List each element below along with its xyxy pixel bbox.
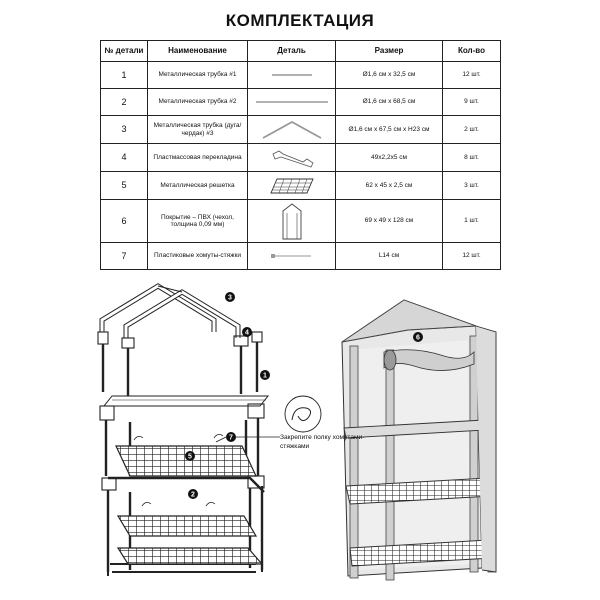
row-num: 1 [101, 62, 148, 89]
table-header-row [101, 41, 501, 62]
callout-2 [188, 489, 198, 499]
row-num: 3 [101, 116, 148, 144]
row-qty: 1 шт. [443, 200, 501, 243]
header-name: Наименование [148, 41, 248, 62]
row-name: Металлическая трубка #2 [148, 89, 248, 116]
tube-1-image [262, 71, 322, 79]
header-size: Размер [336, 41, 443, 62]
row-part [248, 172, 336, 200]
cable-tie-image [267, 252, 317, 260]
crossbar-image [267, 146, 317, 170]
row-name: Пластмассовая перекладина [148, 144, 248, 172]
svg-text:6: 6 [416, 334, 420, 342]
row-part [248, 62, 336, 89]
svg-text:1: 1 [263, 372, 267, 380]
row-size: Ø1,6 см x 68,5 см [336, 89, 443, 116]
table-row [101, 200, 501, 243]
arch-tube-image [257, 118, 327, 142]
row-num: 4 [101, 144, 148, 172]
svg-text:5: 5 [188, 453, 192, 461]
cable-tie-detail [285, 396, 321, 432]
row-part [248, 243, 336, 270]
row-num: 2 [101, 89, 148, 116]
row-num: 7 [101, 243, 148, 270]
table-row [101, 144, 501, 172]
header-qty: Кол-во [443, 41, 501, 62]
callout-3 [225, 292, 235, 302]
row-qty: 2 шт. [443, 116, 501, 144]
row-size: Ø1,6 см x 67,5 см x H23 см [336, 116, 443, 144]
table-row [101, 172, 501, 200]
callout-7 [226, 432, 236, 442]
callout-4 [242, 327, 252, 337]
row-name: Металлическая трубка #1 [148, 62, 248, 89]
svg-text:7: 7 [229, 434, 233, 442]
header-part: Деталь [248, 41, 336, 62]
callout-5 [185, 451, 195, 461]
table-row [101, 62, 501, 89]
parts-table [100, 40, 501, 270]
row-name: Металлическая трубка (дуга/чердак) #3 [148, 116, 248, 144]
row-size: 69 x 49 x 128 см [336, 200, 443, 243]
row-name: Покрытие – ПВХ (чехол, толщина 0,09 мм) [148, 200, 248, 243]
svg-text:2: 2 [191, 491, 195, 499]
page-title: КОМПЛЕКТАЦИЯ [225, 11, 375, 30]
table-row [101, 116, 501, 144]
tube-2-image [252, 98, 332, 106]
cable-tie-note: Закрепите полку хомутами-стяжками [280, 434, 365, 450]
row-part [248, 116, 336, 144]
row-part [248, 89, 336, 116]
row-size: 49x2,2x5 см [336, 144, 443, 172]
table-row [101, 243, 501, 270]
frame-exploded-view [98, 286, 268, 576]
row-qty: 12 шт. [443, 243, 501, 270]
pvc-cover-image [277, 201, 307, 241]
mesh-shelf-image [267, 175, 317, 197]
row-qty: 8 шт. [443, 144, 501, 172]
row-num: 5 [101, 172, 148, 200]
row-size: Ø1,6 см x 32,5 см [336, 62, 443, 89]
svg-text:4: 4 [245, 329, 249, 337]
header-num: № детали [101, 41, 148, 62]
row-name: Металлическая решетка [148, 172, 248, 200]
row-name: Пластиковые хомуты-стяжки [148, 243, 248, 270]
callout-1 [260, 370, 270, 380]
row-size: L14 см [336, 243, 443, 270]
row-part [248, 144, 336, 172]
svg-text:3: 3 [228, 294, 232, 302]
callout-6 [413, 332, 423, 342]
row-qty: 9 шт. [443, 89, 501, 116]
table-row [101, 89, 501, 116]
row-size: 62 x 45 x 2,5 см [336, 172, 443, 200]
row-qty: 3 шт. [443, 172, 501, 200]
row-num: 6 [101, 200, 148, 243]
row-qty: 12 шт. [443, 62, 501, 89]
row-part [248, 200, 336, 243]
